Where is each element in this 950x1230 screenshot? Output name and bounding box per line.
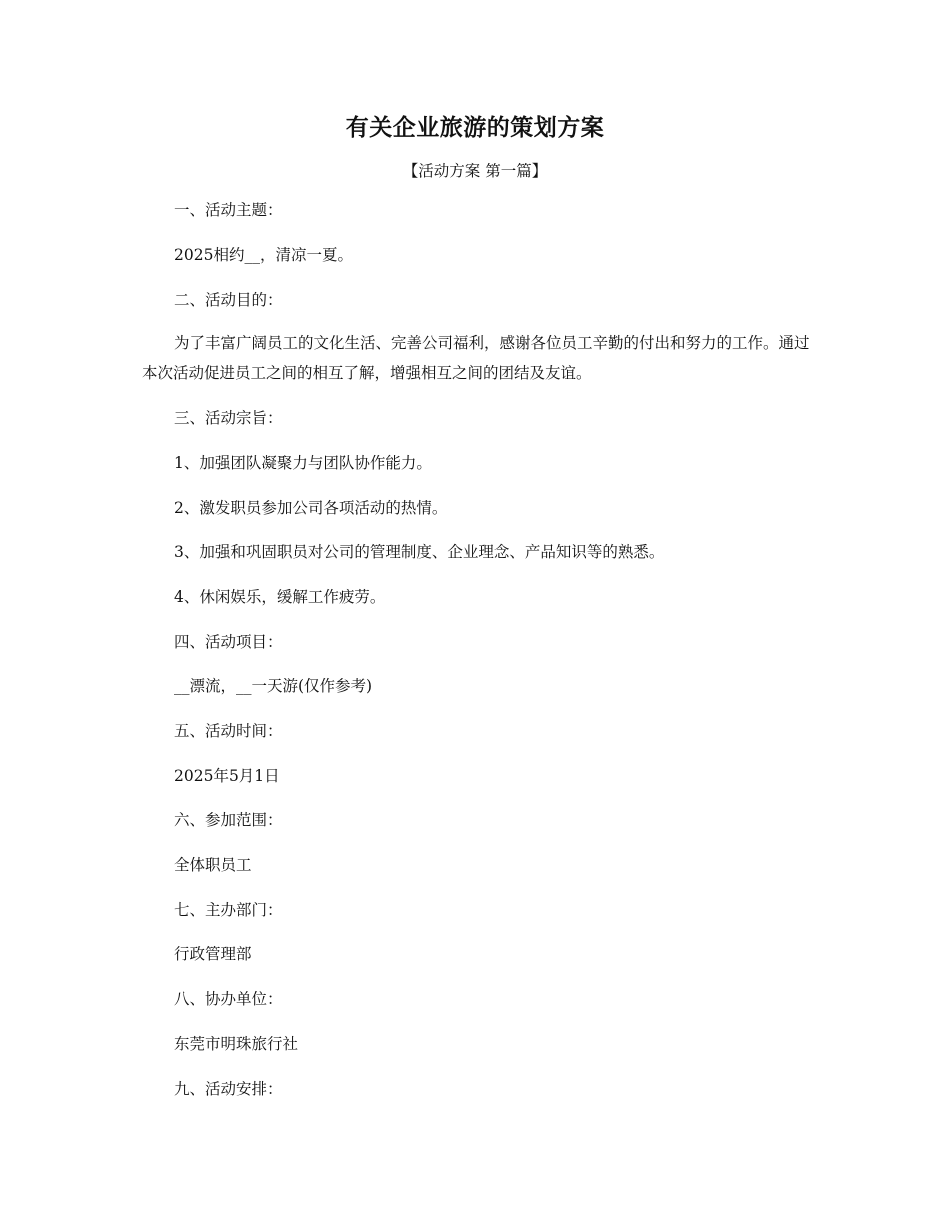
purpose-paragraph: 为了丰富广阔员工的文化生活、完善公司福利，感谢各位员工辛勤的付出和努力的工作。通过本次活动促进员工之间的相互了解，增强相互之间的团结及友谊。 xyxy=(142,334,810,382)
tenet-item-1: 1、加强团队凝聚力与团队协作能力。 xyxy=(174,454,432,472)
tenet-item-3: 3、加强和巩固职员对公司的管理制度、企业理念、产品知识等的熟悉。 xyxy=(174,543,665,561)
scope-text: 全体职员工 xyxy=(174,856,252,874)
project-text: __漂流，__一天游(仅作参考) xyxy=(174,677,373,695)
coorganizer-text: 东莞市明珠旅行社 xyxy=(174,1035,299,1053)
document-subtitle: 【活动方案 第一篇】 xyxy=(402,162,548,180)
project-heading: 四、活动项目： xyxy=(174,633,283,651)
document-title: 有关企业旅游的策划方案 xyxy=(345,114,605,141)
time-text: 2025年5月1日 xyxy=(174,767,280,785)
arrangement-heading: 九、活动安排： xyxy=(174,1080,283,1098)
tenet-item-2: 2、激发职员参加公司各项活动的热情。 xyxy=(174,499,448,517)
tenet-heading: 三、活动宗旨： xyxy=(174,409,283,427)
purpose-heading: 二、活动目的： xyxy=(174,291,283,309)
tenet-item-4: 4、休闲娱乐，缓解工作疲劳。 xyxy=(174,588,386,606)
theme-text: 2025相约__，清凉一夏。 xyxy=(174,246,353,264)
organizer-heading: 七、主办部门： xyxy=(174,901,283,919)
theme-heading: 一、活动主题： xyxy=(174,201,283,219)
time-heading: 五、活动时间： xyxy=(174,722,283,740)
coorganizer-heading: 八、协办单位： xyxy=(174,990,283,1008)
scope-heading: 六、参加范围： xyxy=(174,811,283,829)
organizer-text: 行政管理部 xyxy=(174,945,252,963)
